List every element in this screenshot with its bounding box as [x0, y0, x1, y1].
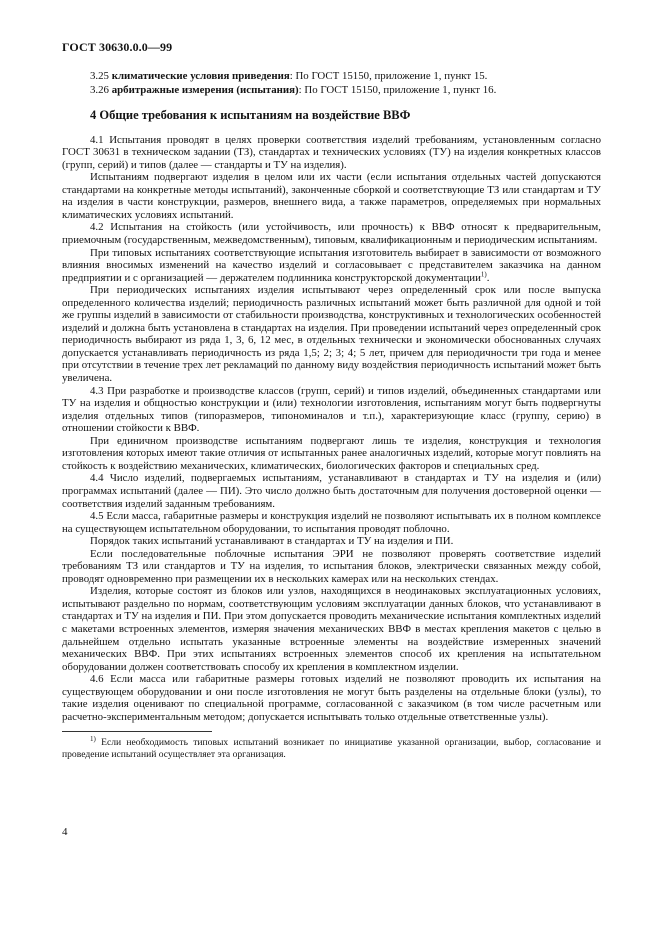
footnote-text: Если необходимость типовых испытаний возникает по инициативе указанной организации, выбор, согласование и проведение испытаний осуществляет эта организация.: [62, 737, 601, 760]
footnote-divider: [62, 731, 212, 732]
document-body: [62, 70, 601, 760]
document-header: ГОСТ 30630.0.0—99: [62, 40, 173, 54]
paragraph-4-2: 4.2 Испытания на стойкость (или устойчивость, или прочность) к ВВФ относят к предварительным, приемочным (государственным, межведомственным), типовым, квалификационным и периодическим испытаниям.: [62, 221, 601, 247]
definition-3-25: [62, 70, 601, 83]
definition-term: климатические условия приведения: [111, 70, 290, 82]
paragraph: Если последовательные поблочные испытания ЭРИ не позволяют проверять соответствие изделий требованиям ТЗ или стандартов и ТУ на изделия, то испытания блоков, электрически связанных между собой, проводят одновременно при размещении их в нескольких камерах или на нескольких стендах.: [62, 547, 601, 585]
paragraph-4-3: 4.3 При разработке и производстве классов (групп, серий) и типов изделий, объединенных стандартами или ТУ на изделия и общностью конструкции и (или) технологии изготовления, испытаниям могут быть подвергнуты изделия отдельных типов (типоразмеров, типономиналов и т.п.), характеризующие класс (группу, серию) в отношении стойкости к ВВФ.: [62, 384, 601, 435]
footnote-reference: 1): [480, 270, 487, 279]
footnote-mark: 1): [90, 735, 96, 744]
section-title: 4 Общие требования к испытаниям на воздействие ВВФ: [90, 108, 411, 123]
paragraph-4-5: 4.5 Если масса, габаритные размеры и конструкция изделий не позволяют испытывать их в полном комплексе на существующем испытательном оборудовании, то испытания проводят поблочно.: [62, 510, 601, 535]
paragraph: Порядок таких испытаний устанавливают в стандартах и ТУ на изделия и ПИ.: [90, 535, 454, 548]
definition-3-26: [62, 84, 601, 97]
paragraph: Испытаниям подвергают изделия в целом или их части (если испытания отдельных частей допускаются стандартами на конкретные методы испытаний), законченные сборкой и соответствующие ТЗ или стандартам и ТУ на изделия в части конструкции, размеров, внешнего вида, а также параметров, определяемых при нормальных климатических условиях испытаний.: [62, 171, 601, 221]
definition-number: 3.26: [90, 83, 109, 96]
paragraph-4-4: 4.4 Число изделий, подвергаемых испытаниям, устанавливают в стандартах и ТУ на изделия и (или) программах испытаний (далее — ПИ). Это число должно быть достаточным для получения достоверной оценки — соответствия изделий заданным требованиям.: [62, 472, 601, 510]
definition-term: арбитражные измерения (испытания): [111, 83, 299, 96]
paragraph: [62, 247, 601, 285]
definition-text: : По ГОСТ 15150, приложение 1, пункт 16.: [298, 83, 497, 96]
paragraph-end: .: [486, 271, 490, 284]
paragraph: При единичном производстве испытаниям подвергают лишь те изделия, конструкция и технология изготовления которых имеют такие отличия от испытанных ранее аналогичных изделий, которые могут повлиять на стойкость к воздействию механических, климатических, биологических факторов и специальных сред.: [62, 434, 601, 472]
footnote: [62, 737, 601, 760]
page-number: 4: [62, 826, 68, 838]
paragraph-4-1: 4.1 Испытания проводят в целях проверки соответствия изделий требованиям, установленным согласно ГОСТ 30631 в техническом задании (ТЗ), стандартах и технических условиях (ТУ) на изделия конкретных классов (групп, серий) и типов (далее — стандарты и ТУ на изделия).: [62, 133, 601, 171]
paragraph: Изделия, которые состоят из блоков или узлов, находящихся в неодинаковых эксплуатационных условиях, испытывают раздельно по нормам, соответствующим условиям эксплуатации данных блоков, что устанавливают в стандартах и ТУ на изделия и ПИ. При этом допускается проводить механические испытания комплектных изделий с макетами встроенных элементов, измеряя значения механических ВВФ в местах крепления макетов с целью в дальнейшем отдельно испытать указанные встроенные элементы на воздействие измеренных значений механических ВВФ. При этих испытаниях встроенных элементов способ их крепления на испытательном оборудовании должен соответствовать способу их крепления в комплектном изделии.: [62, 585, 601, 673]
paragraph-text: При типовых испытаниях соответствующие испытания изготовитель выбирает в зависимости от возможного влияния вносимых изменений на качество изделий и согласовывает с представителем заказчика на данном предприятии и с организацией — держателем подлинника конструкторской документации: [62, 246, 601, 284]
paragraph: При периодических испытаниях изделия испытывают через определенный срок или после выпуска определенного количества изделий; периодичность различных испытаний может быть различной для одной и той же группы изделий в зависимости от стабильности производства, конструктивных и технологических особенностей изделий и должна быть установлена в стандартах на изделия. При проведении испытаний через определенный срок периодичность выбирают из ряда 1, 3, 6, 12 мес, в отдельных технически и экономически обоснованных случаях допускается устанавливать периодичность из ряда 1,5; 2; 3; 4; 5 лет, причем для периодичности три года и менее при отсутствии в течение трех лет рекламаций по данному виду воздействия периодичность испытаний может быть увеличена.: [62, 284, 601, 385]
definition-text: : По ГОСТ 15150, приложение 1, пункт 15.: [289, 70, 488, 82]
paragraph-4-6: 4.6 Если масса или габаритные размеры готовых изделий не позволяют проводить их испытания на существующем оборудовании и они после изготовления не могут быть разделены на отдельные блоки (узлы), то такие изделия оценивают по специальной программе, согласованной с заказчиком (в том числе расчетным или расчетно-экспериментальным методом; допускается испытывать только отдельные ответственные узлы).: [62, 673, 601, 723]
definition-number: 3.25: [90, 70, 109, 82]
